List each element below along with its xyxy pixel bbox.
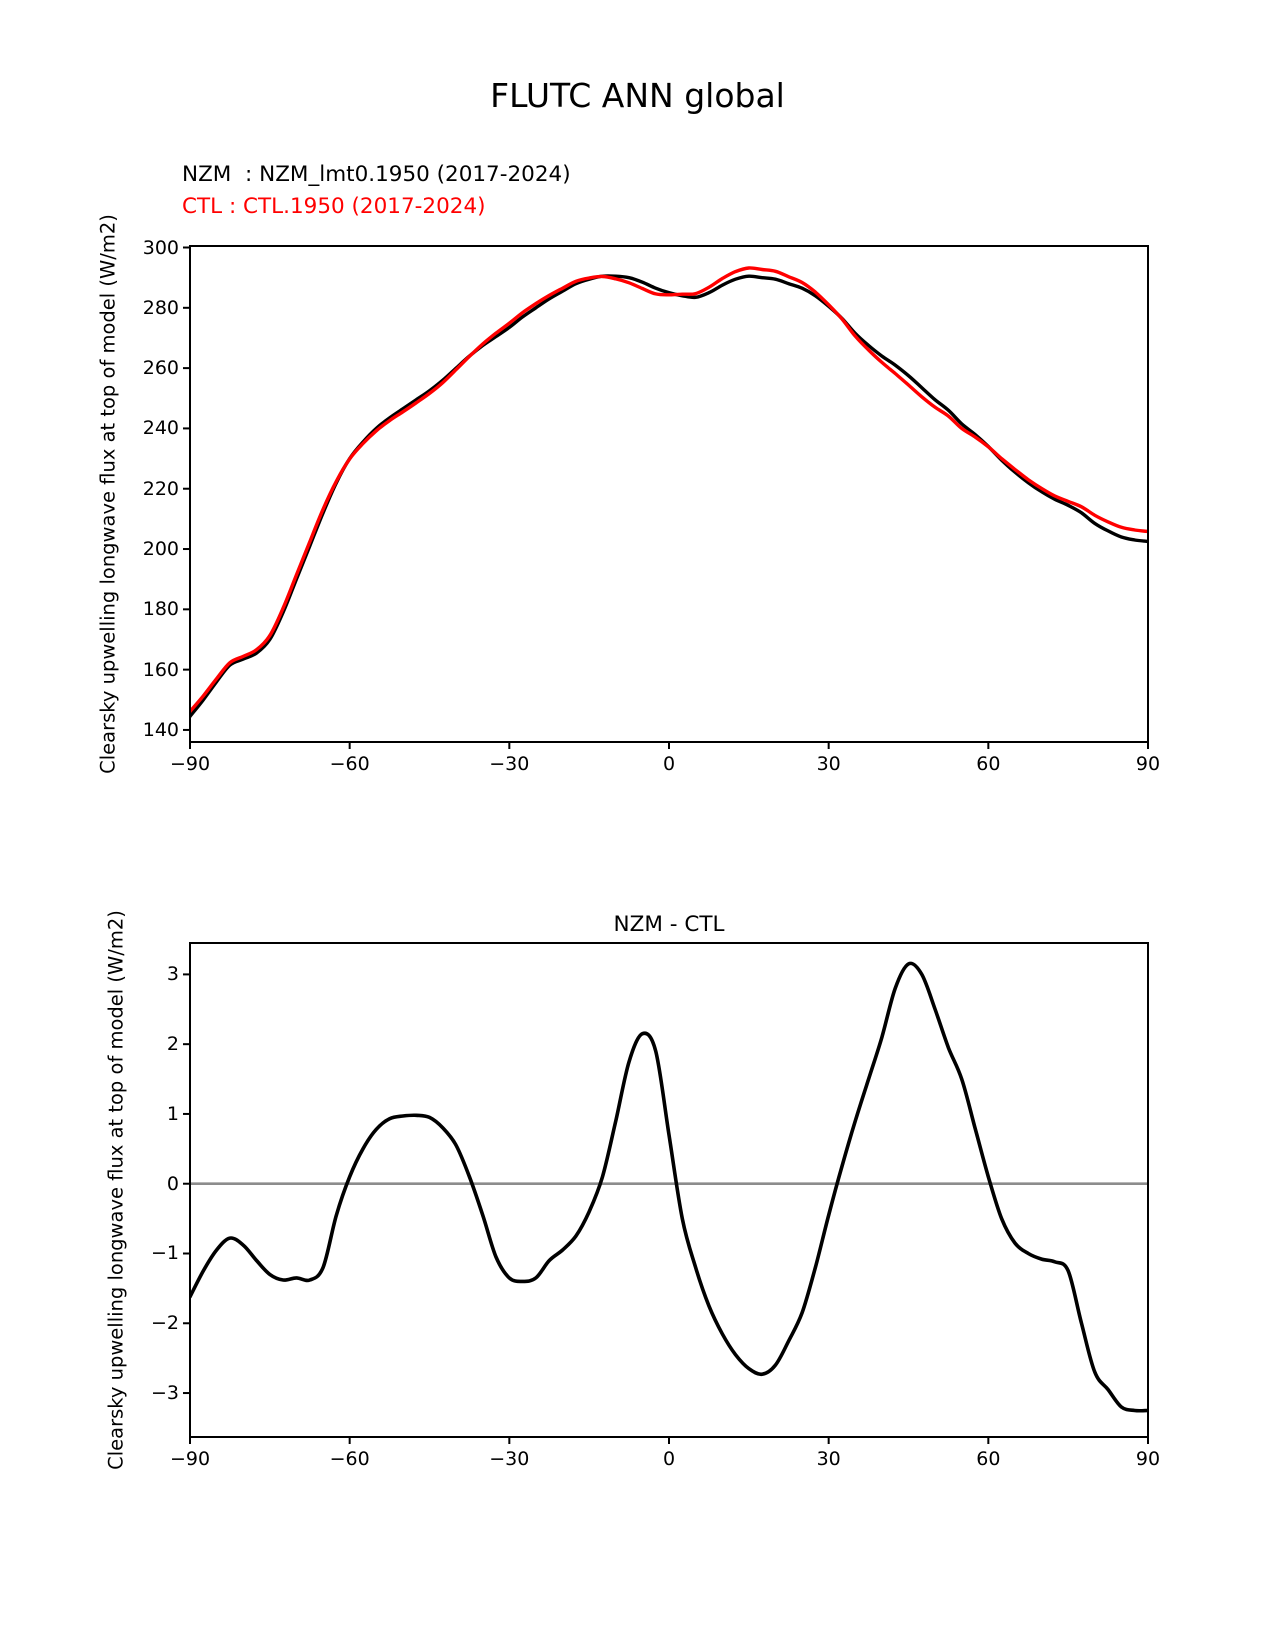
- y-tick-label: −1: [150, 1242, 179, 1265]
- bottom-chart-y-axis-label: Clearsky upwelling longwave flux at top of model (W/m2): [104, 910, 128, 1470]
- ctl-curve: [190, 268, 1148, 712]
- x-tick-label: −90: [169, 753, 211, 775]
- x-tick-label: 60: [976, 1448, 1001, 1470]
- x-tick-label: −60: [329, 1448, 370, 1470]
- y-tick-label: 240: [142, 417, 179, 440]
- legend-entry-nzm: NZM : NZM_lmt0.1950 (2017-2024): [182, 162, 571, 187]
- y-tick-label: 180: [142, 598, 179, 621]
- figure-title: FLUTC ANN global: [490, 76, 785, 115]
- x-tick-label: 90: [1135, 753, 1161, 775]
- y-tick-label: 160: [142, 658, 179, 681]
- axes-frame: [190, 943, 1148, 1437]
- x-tick-label: −30: [489, 753, 530, 775]
- y-tick-label: 220: [142, 477, 179, 500]
- y-tick-label: 0: [166, 1172, 179, 1195]
- x-tick-label: 0: [662, 1448, 676, 1470]
- legend-entry-ctl: CTL : CTL.1950 (2017-2024): [182, 194, 486, 219]
- x-tick-label: −90: [169, 1448, 211, 1470]
- y-tick-label: 280: [142, 296, 179, 319]
- x-tick-label: 0: [662, 753, 676, 775]
- y-tick-label: 200: [142, 538, 179, 561]
- y-tick-label: −3: [150, 1382, 179, 1405]
- nzm-curve: [190, 276, 1148, 717]
- bottom-chart-title: NZM - CTL: [613, 912, 725, 937]
- y-tick-label: 260: [142, 357, 179, 380]
- y-tick-label: 3: [166, 963, 179, 986]
- x-tick-label: 60: [976, 753, 1001, 775]
- y-tick-label: 1: [166, 1102, 179, 1125]
- y-tick-label: 140: [142, 718, 179, 741]
- y-tick-label: −2: [150, 1312, 179, 1335]
- x-tick-label: 30: [816, 1448, 841, 1470]
- x-tick-label: 30: [816, 753, 841, 775]
- x-tick-label: −60: [329, 753, 370, 775]
- top-chart-y-axis-label: Clearsky upwelling longwave flux at top of model (W/m2): [96, 214, 120, 774]
- diff-curve: [190, 963, 1148, 1410]
- x-tick-label: 90: [1135, 1448, 1161, 1470]
- y-tick-label: 300: [142, 236, 179, 259]
- y-tick-label: 2: [166, 1033, 179, 1056]
- x-tick-label: −30: [489, 1448, 530, 1470]
- axes-frame: [190, 246, 1148, 742]
